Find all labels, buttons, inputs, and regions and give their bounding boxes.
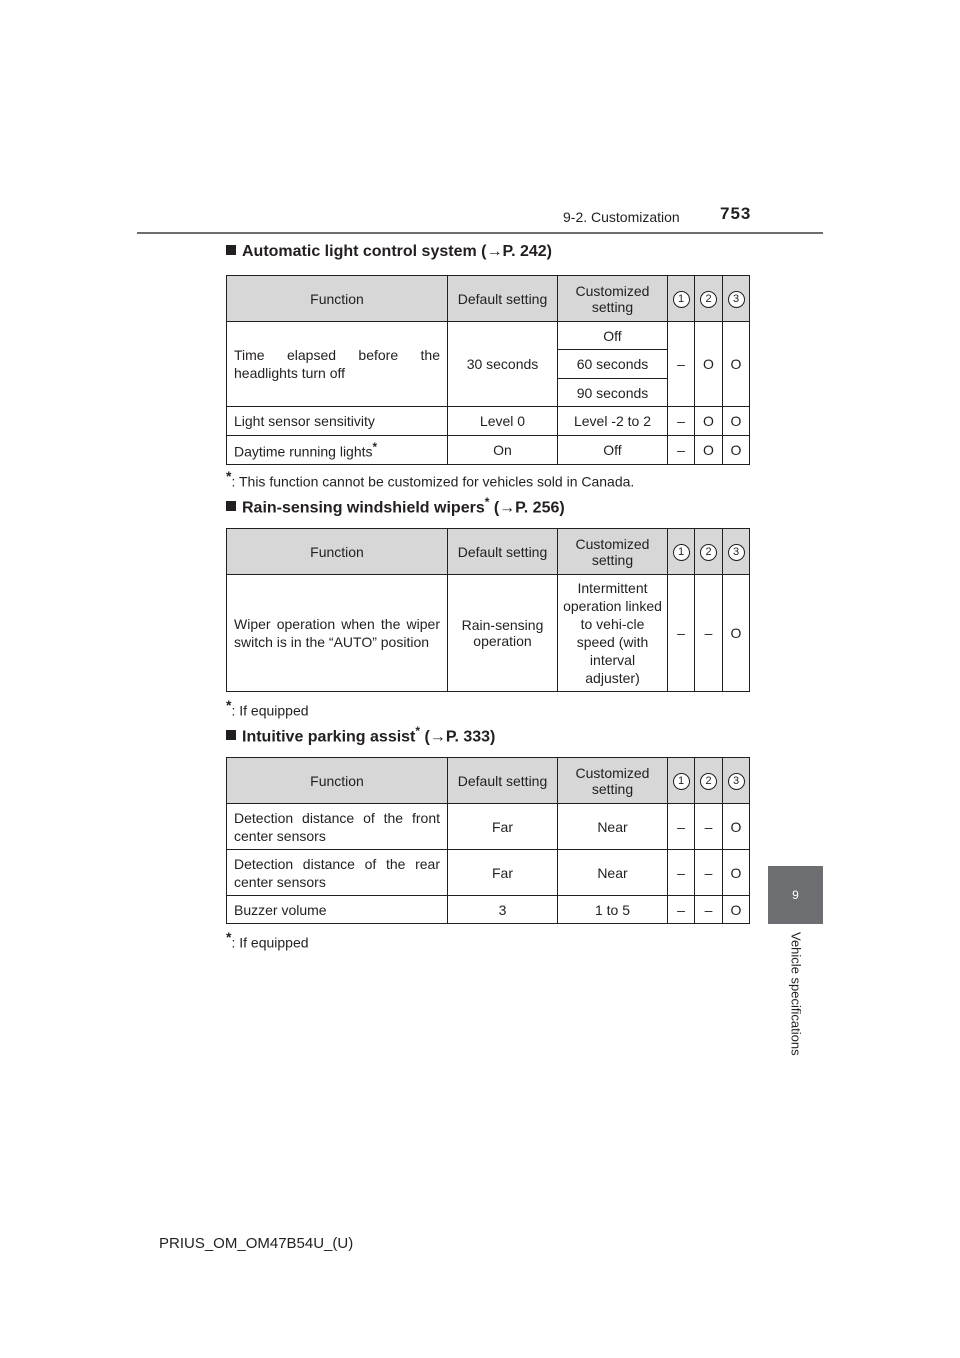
table-header-row — [227, 276, 750, 322]
column-header-function: Function — [227, 529, 448, 575]
cell-2: O — [695, 436, 723, 465]
square-bullet-icon — [226, 501, 236, 511]
circled-number-icon: 1 — [673, 773, 690, 790]
column-header-3 — [723, 276, 750, 322]
cell-3: O — [723, 850, 750, 896]
cell-2: O — [695, 322, 723, 407]
custom-cell: Off — [558, 322, 668, 350]
footnote: *: If equipped — [226, 697, 309, 719]
custom-cell: Level -2 to 2 — [558, 407, 668, 436]
cell-2: – — [695, 575, 723, 692]
rain-sensing-wipers-table — [226, 528, 750, 692]
square-bullet-icon — [226, 245, 236, 255]
default-cell: Level 0 — [448, 407, 558, 436]
chapter-number: 9 — [792, 888, 799, 902]
function-cell: Light sensor sensitivity — [227, 407, 448, 436]
cell-3: O — [723, 322, 750, 407]
cell-3: O — [723, 436, 750, 465]
circled-number-icon: 2 — [700, 544, 717, 561]
section-title-rain-sensing-wipers: Rain-sensing windshield wipers* (→P. 256) — [226, 495, 565, 517]
cell-2: – — [695, 850, 723, 896]
function-cell: Detection distance of the front center sensors — [227, 804, 448, 850]
table-row — [227, 575, 750, 692]
cell-1: – — [668, 804, 695, 850]
column-header-default: Default setting — [448, 529, 558, 575]
intuitive-parking-assist-table — [226, 757, 750, 924]
default-cell: 30 seconds — [448, 322, 558, 407]
column-header-function: Function — [227, 758, 448, 804]
circled-number-icon: 1 — [673, 291, 690, 308]
automatic-light-table — [226, 275, 750, 465]
default-cell: Rain-sensing operation — [448, 575, 558, 692]
table-header-row — [227, 758, 750, 804]
footnote: *: This function cannot be customized for vehicles sold in Canada. — [226, 468, 635, 490]
column-header-2 — [695, 276, 723, 322]
chapter-tab — [768, 866, 823, 924]
cell-2: – — [695, 896, 723, 924]
custom-cell: 60 seconds — [558, 350, 668, 379]
function-cell: Wiper operation when the wiper switch is in the “AUTO” position — [227, 575, 448, 692]
custom-cell: Near — [558, 804, 668, 850]
table-row — [227, 322, 750, 350]
cell-3: O — [723, 896, 750, 924]
column-header-custom: Customized setting — [558, 276, 668, 322]
column-header-2 — [695, 529, 723, 575]
asterisk-mark: * — [226, 929, 232, 945]
column-header-custom: Customized setting — [558, 758, 668, 804]
function-cell: Daytime running lights* — [227, 436, 448, 465]
cell-1: – — [668, 322, 695, 407]
default-cell: Far — [448, 850, 558, 896]
column-header-custom: Customized setting — [558, 529, 668, 575]
circled-number-icon: 3 — [728, 773, 745, 790]
section-title-automatic-light: Automatic light control system (→P. 242) — [226, 243, 552, 261]
column-header-2 — [695, 758, 723, 804]
asterisk-mark: * — [226, 468, 232, 484]
column-header-1 — [668, 758, 695, 804]
cell-3: O — [723, 575, 750, 692]
cell-1: – — [668, 436, 695, 465]
page-number: 753 — [720, 204, 752, 223]
table-row — [227, 896, 750, 924]
document-code: PRIUS_OM_OM47B54U_(U) — [159, 1235, 354, 1252]
column-header-default: Default setting — [448, 276, 558, 322]
cell-1: – — [668, 575, 695, 692]
footnote: *: If equipped — [226, 929, 309, 951]
cell-1: – — [668, 850, 695, 896]
custom-cell: Intermittent operation linked to vehi-cle speed (with interval adjuster) — [558, 575, 668, 692]
asterisk-mark: * — [415, 724, 421, 738]
cell-1: – — [668, 407, 695, 436]
section-title-intuitive-parking-assist: Intuitive parking assist* (→P. 333) — [226, 724, 495, 746]
cell-2: – — [695, 804, 723, 850]
cell-1: – — [668, 896, 695, 924]
column-header-1 — [668, 529, 695, 575]
header-rule — [137, 232, 823, 234]
cell-3: O — [723, 804, 750, 850]
column-header-3 — [723, 529, 750, 575]
custom-cell: Off — [558, 436, 668, 465]
circled-number-icon: 2 — [700, 291, 717, 308]
circled-number-icon: 3 — [728, 291, 745, 308]
custom-cell: 90 seconds — [558, 379, 668, 407]
chapter-label: Vehicle specifications — [788, 932, 804, 1056]
function-cell: Time elapsed before the headlights turn off — [227, 322, 448, 407]
table-row — [227, 804, 750, 850]
asterisk-mark: * — [484, 495, 490, 509]
custom-cell: Near — [558, 850, 668, 896]
table-row — [227, 436, 750, 465]
table-row — [227, 850, 750, 896]
column-header-function: Function — [227, 276, 448, 322]
cell-3: O — [723, 407, 750, 436]
default-cell: On — [448, 436, 558, 465]
custom-cell: 1 to 5 — [558, 896, 668, 924]
table-row — [227, 407, 750, 436]
function-cell: Buzzer volume — [227, 896, 448, 924]
square-bullet-icon — [226, 730, 236, 740]
cell-2: O — [695, 407, 723, 436]
default-cell: Far — [448, 804, 558, 850]
column-header-3 — [723, 758, 750, 804]
circled-number-icon: 2 — [700, 773, 717, 790]
circled-number-icon: 3 — [728, 544, 745, 561]
default-cell: 3 — [448, 896, 558, 924]
asterisk-mark: * — [372, 441, 378, 455]
column-header-default: Default setting — [448, 758, 558, 804]
header-section-title: 9-2. Customization — [563, 209, 680, 225]
column-header-1 — [668, 276, 695, 322]
function-cell: Detection distance of the rear center sensors — [227, 850, 448, 896]
asterisk-mark: * — [226, 697, 232, 713]
table-header-row — [227, 529, 750, 575]
circled-number-icon: 1 — [673, 544, 690, 561]
